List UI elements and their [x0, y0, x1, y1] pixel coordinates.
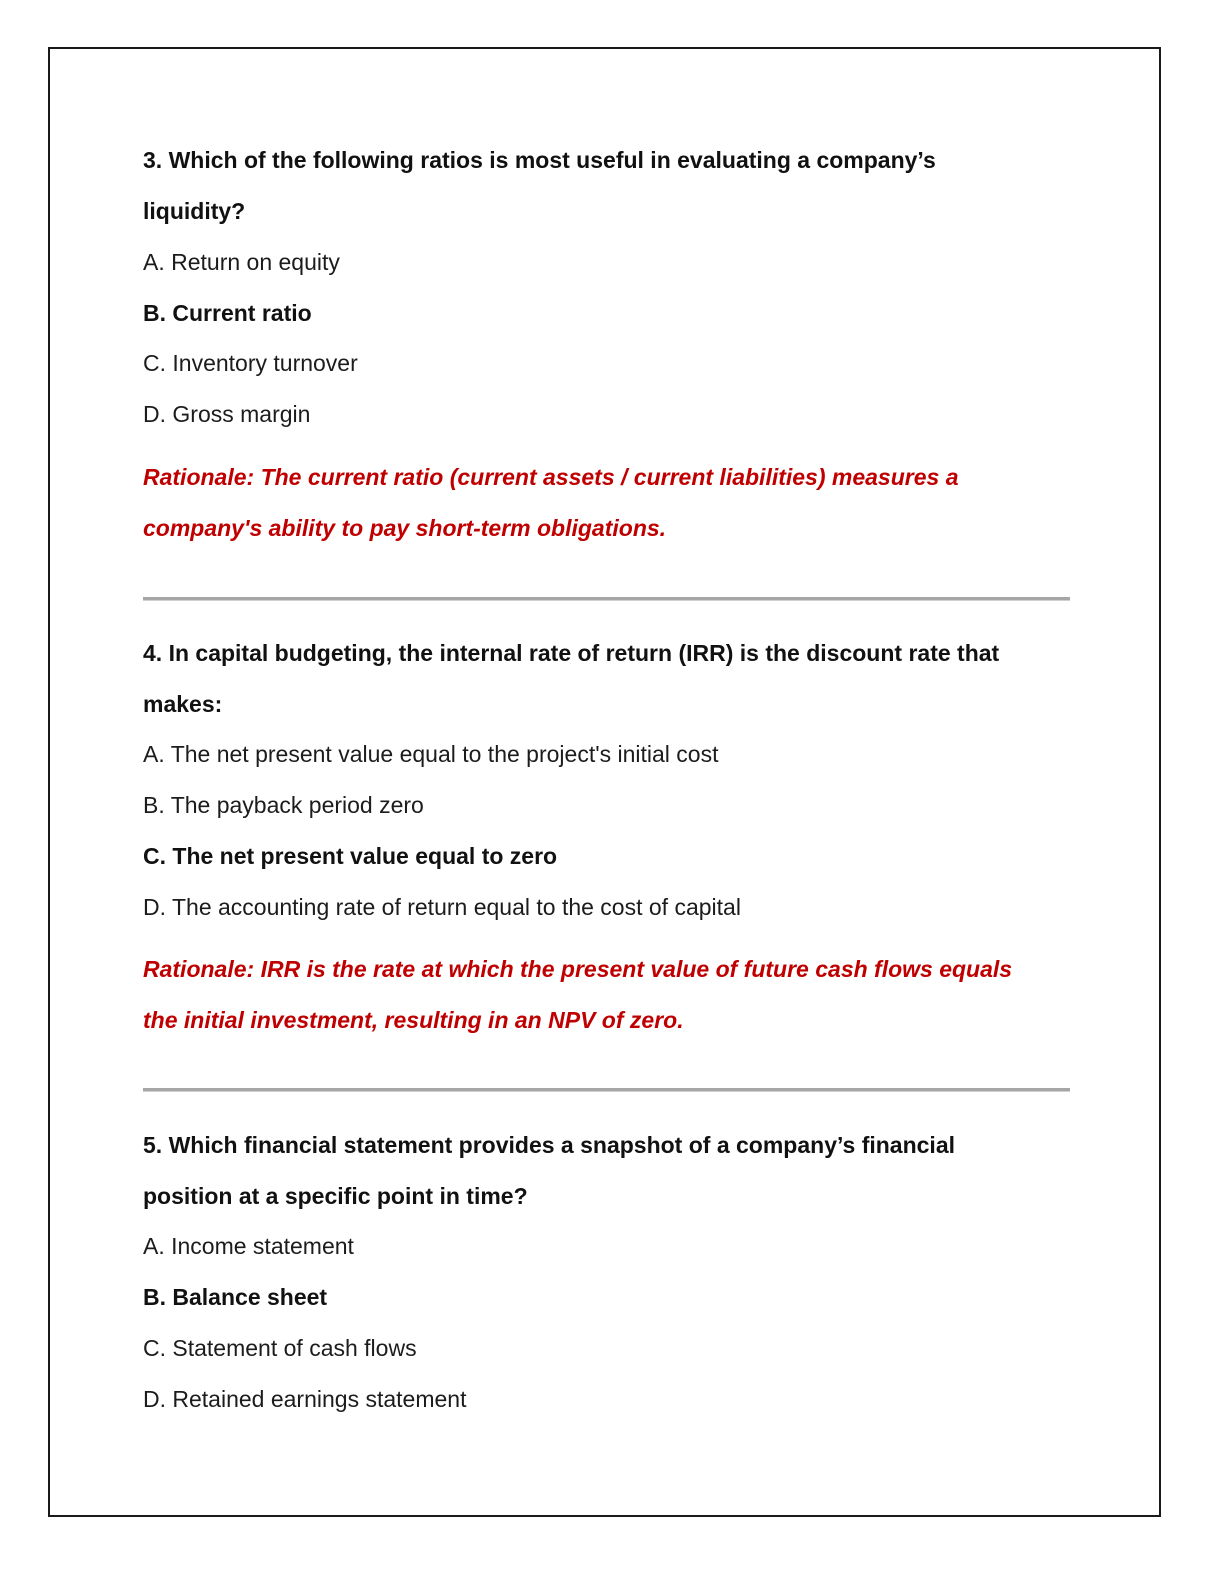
question-text: 3. Which of the following ratios is most useful in evaluating a company’s — [143, 147, 936, 173]
answer-option: C. Inventory turnover — [143, 350, 358, 376]
rationale-text: Rationale: IRR is the rate at which the present value of future cash flows equals — [143, 956, 1013, 982]
question-text: 5. Which financial statement provides a snapshot of a company’s financial — [143, 1132, 956, 1158]
rationale-text: Rationale: The current ratio (current assets / current liabilities) measures a — [143, 464, 959, 490]
section-divider — [143, 1088, 1070, 1092]
answer-option: D. The accounting rate of return equal to the cost of capital — [143, 894, 741, 920]
question-text: liquidity? — [143, 198, 246, 224]
answer-option: C. Statement of cash flows — [143, 1335, 417, 1361]
rationale-text: the initial investment, resulting in an NPV of zero. — [143, 1007, 684, 1033]
section-divider — [143, 597, 1070, 601]
answer-option: A. Income statement — [143, 1233, 354, 1259]
correct-answer-option: B. Balance sheet — [143, 1284, 328, 1310]
question-text: 4. In capital budgeting, the internal rate of return (IRR) is the discount rate that — [143, 640, 1000, 666]
correct-answer-option: C. The net present value equal to zero — [143, 843, 558, 869]
answer-option: D. Retained earnings statement — [143, 1386, 467, 1412]
question-text: position at a specific point in time? — [143, 1183, 528, 1209]
correct-answer-option: B. Current ratio — [143, 300, 312, 326]
rationale-text: company's ability to pay short-term obligations. — [143, 515, 667, 541]
answer-option: D. Gross margin — [143, 401, 311, 427]
question-text: makes: — [143, 691, 223, 717]
answer-option: A. The net present value equal to the project's initial cost — [143, 741, 719, 767]
answer-option: A. Return on equity — [143, 249, 340, 275]
answer-option: B. The payback period zero — [143, 792, 424, 818]
